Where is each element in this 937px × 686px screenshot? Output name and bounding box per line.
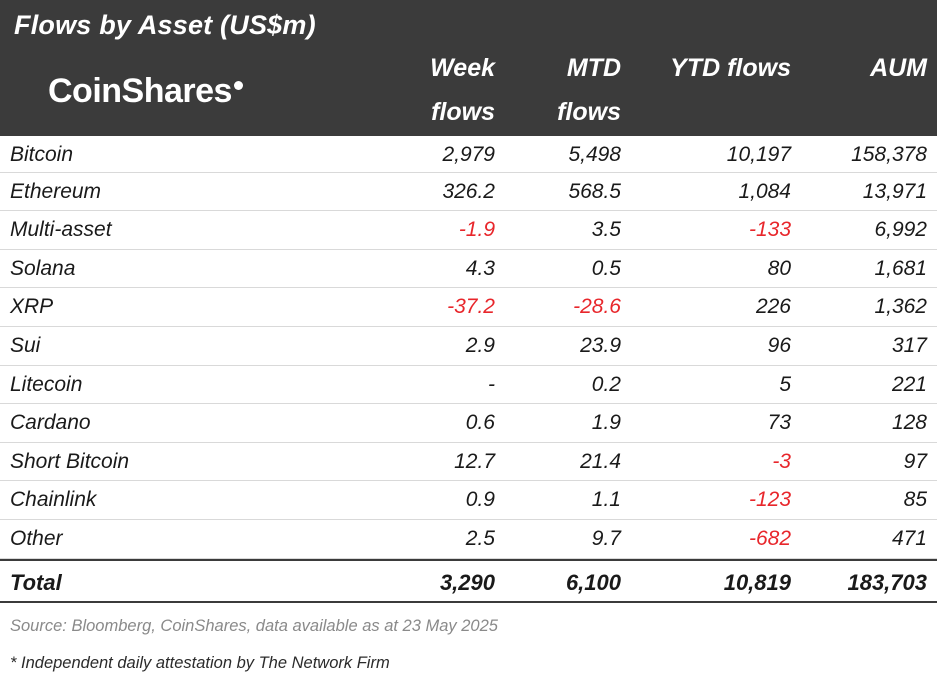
table-row (0, 288, 937, 327)
cell-mtd: 9.7 (591, 526, 621, 550)
cell-week: 326.2 (442, 179, 495, 203)
cell-ytd: 96 (767, 333, 791, 357)
cell-aum: 97 (903, 449, 927, 473)
cell-mtd: 6,100 (565, 569, 621, 595)
cell-aum: 317 (891, 333, 927, 357)
asset-name: XRP (10, 295, 54, 319)
cell-ytd: 80 (767, 256, 791, 280)
attestation-note: * Independent daily attestation by The Network Firm (10, 653, 390, 672)
cell-week: 0.6 (465, 411, 495, 435)
cell-ytd: -682 (748, 526, 791, 550)
column-headers (0, 46, 937, 134)
cell-ytd: -3 (772, 449, 791, 473)
cell-ytd: -123 (748, 488, 791, 512)
table-row (0, 443, 937, 482)
cell-mtd: -28.6 (573, 295, 621, 319)
asset-name: Sui (10, 333, 41, 357)
cell-mtd: 1.9 (591, 411, 621, 435)
table-row (0, 173, 937, 212)
table-row (0, 327, 937, 366)
table-row (0, 211, 937, 250)
table-row-total (0, 559, 937, 603)
cell-aum: 6,992 (874, 218, 927, 242)
asset-name: Cardano (10, 411, 91, 435)
cell-aum: 158,378 (851, 143, 927, 166)
cell-mtd: 0.2 (591, 372, 621, 396)
cell-aum: 85 (903, 488, 927, 512)
asset-name: Short Bitcoin (10, 449, 130, 473)
cell-aum: 183,703 (847, 569, 927, 595)
cell-week: -1.9 (458, 218, 495, 242)
table-row (0, 134, 937, 173)
source-note: Source: Bloomberg, CoinShares, data available as at 23 May 2025 (10, 616, 498, 635)
asset-name: Other (10, 526, 63, 550)
table-row (0, 481, 937, 520)
cell-week: 12.7 (454, 449, 495, 473)
cell-ytd: -133 (748, 218, 791, 242)
table-row (0, 520, 937, 559)
table-row (0, 250, 937, 289)
cell-week: 2.9 (465, 333, 495, 357)
asset-name: Ethereum (10, 179, 102, 203)
cell-mtd: 23.9 (580, 333, 621, 357)
column-header-aum: AUM (870, 54, 927, 82)
asset-name: Total (10, 569, 62, 595)
cell-ytd: 226 (755, 295, 791, 319)
asset-flows-table (0, 134, 937, 603)
asset-name: Litecoin (10, 372, 83, 396)
cell-aum: 1,362 (874, 295, 927, 319)
cell-ytd: 10,819 (723, 569, 791, 595)
cell-aum: 471 (891, 526, 927, 550)
asset-name: Solana (10, 256, 76, 280)
cell-ytd: 73 (767, 411, 791, 435)
cell-week: 3,290 (439, 569, 495, 595)
footnotes (0, 603, 937, 673)
cell-week: -37.2 (447, 295, 495, 319)
table-row (0, 366, 937, 405)
cell-mtd: 21.4 (580, 449, 621, 473)
table-header (0, 0, 937, 134)
cell-aum: 221 (891, 372, 927, 396)
asset-name: Chainlink (10, 488, 97, 512)
column-header-ytd-flows: YTD flows (670, 54, 791, 82)
cell-ytd: 1,084 (738, 179, 791, 203)
cell-ytd: 5 (779, 372, 791, 396)
cell-mtd: 568.5 (568, 179, 621, 203)
cell-mtd: 5,498 (568, 143, 621, 166)
cell-mtd: 0.5 (591, 256, 621, 280)
cell-week: - (488, 372, 495, 396)
cell-mtd: 3.5 (591, 218, 621, 242)
cell-aum: 128 (891, 411, 927, 435)
cell-aum: 13,971 (862, 179, 927, 203)
cell-week: 0.9 (465, 488, 495, 512)
column-header-mtd-flows: MTD flows (557, 54, 621, 126)
brand-text: CoinShares (48, 72, 232, 110)
cell-week: 4.3 (465, 256, 495, 280)
cell-ytd: 10,197 (726, 143, 791, 166)
column-header-week-flows: Week flows (430, 54, 495, 126)
cell-mtd: 1.1 (591, 488, 621, 512)
asset-name: Bitcoin (10, 143, 74, 166)
table-row (0, 404, 937, 443)
cell-week: 2,979 (442, 143, 495, 166)
cell-aum: 1,681 (874, 256, 927, 280)
page-title: Flows by Asset (US$m) (14, 10, 316, 40)
cell-week: 2.5 (465, 526, 495, 550)
asset-name: Multi-asset (10, 218, 112, 242)
